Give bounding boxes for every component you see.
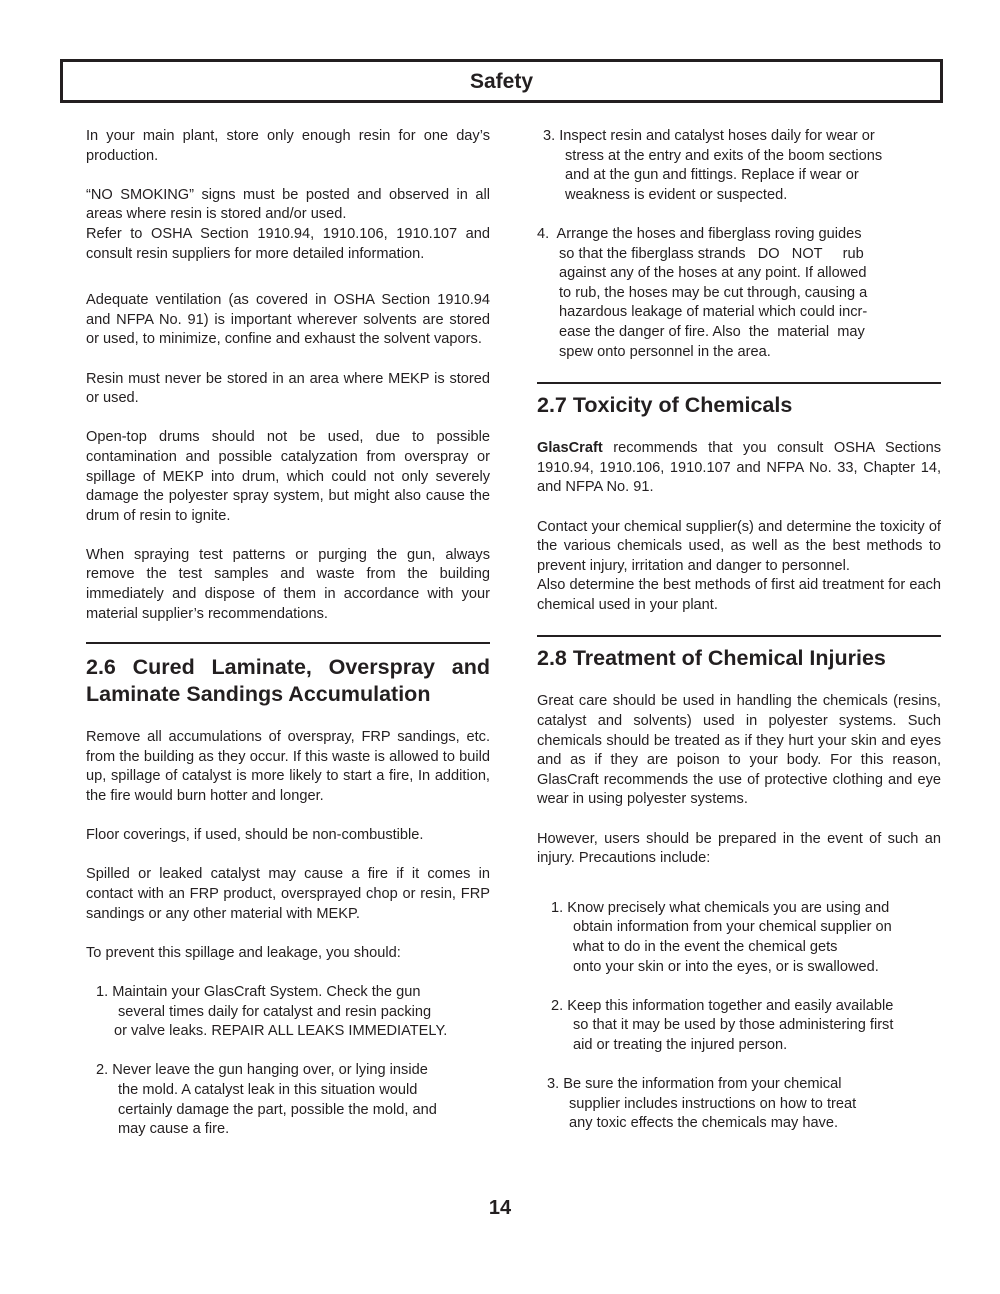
paragraph-spilled-catalyst: Spilled or leaked catalyst may cause a fire if it comes in contact with an FRP product, oversprayed chop or resin, FRP sandings or any other material with MEKP. xyxy=(86,866,490,922)
paragraph-prevent-spillage: To prevent this spillage and leakage, you should: xyxy=(86,944,401,961)
paragraph-osha-refer: Refer to OSHA Section 1910.94, 1910.106, 1910.107 and consult resin suppliers for more detailed information. xyxy=(86,225,490,262)
brand-name: GlasCraft xyxy=(537,440,603,457)
paragraph-remove-accumulations: Remove all accumulations of overspray, FRP sandings, etc. from the building as they occur. If this waste is allowed to build up, spillage of catalyst is more likely to start a fire, In addition, the fire would burn hotter and longer. xyxy=(86,729,490,805)
list-item: 1. Maintain your GlasCraft System. Check the gun several times daily for catalyst and resin packing or valve leaks. REPAIR ALL LEAKS IMMEDIATELY. xyxy=(96,983,448,1040)
section-heading-2-7: 2.7 Toxicity of Chemicals xyxy=(537,393,793,418)
list-item: 4. Arrange the hoses and fiberglass roving guides so that the fiberglass strands DO NOT rub against any of the hoses at any point. If allowed to rub, the hoses may be cut through, causing a hazardous leakage of material which could incr- ease the danger of fire. Also the material may spew onto personnel in the area. xyxy=(537,225,868,360)
right-column xyxy=(537,127,941,1134)
list-item: 2. Keep this information together and easily available so that it may be used by those administering first aid or treating the injured person. xyxy=(551,997,894,1053)
section-header-box xyxy=(60,59,943,103)
list-item: 3. Be sure the information from your chemical supplier includes instructions on how to treat any toxic effects the chemicals may have. xyxy=(547,1076,857,1132)
section-heading-2-6 xyxy=(86,654,490,708)
paragraph-precautions: However, users should be prepared in the event of such an injury. Precautions include: xyxy=(537,830,941,867)
paragraph-great-care: Great care should be used in handling the chemicals (resins, catalyst and solvents) used in polyester systems. Such chemicals should be treated as if they hurt your skin and eyes and as if they are poison to your body. For this reason, GlasCraft recommends the use of protective clothing and eye wear in using polyester systems. xyxy=(537,693,941,808)
paragraph-no-smoking: “NO SMOKING” signs must be posted and observed in all areas where resin is stored and/or used. xyxy=(86,186,490,223)
paragraph-open-top-drums: Open-top drums should not be used, due to possible contamination and possible catalyzation from overspray or spillage of MEKP into drum, which could not only severely damage the polyester spray system, but might also cause the drum of resin to ignite. xyxy=(86,429,490,524)
paragraph-floor-coverings: Floor coverings, if used, should be non-combustible. xyxy=(86,827,424,844)
paragraph-first-aid: Also determine the best methods of first aid treatment for each chemical used in your plant. xyxy=(537,577,941,613)
paragraph-resin-storage: In your main plant, store only enough resin for one day’s production. xyxy=(86,128,490,164)
paragraph-ventilation: Adequate ventilation (as covered in OSHA Section 1910.94 and NFPA No. 91) is important wherever solvents are stored or used, to minimize, confine and exhaust the solvent vapors. xyxy=(86,292,490,348)
paragraph-test-patterns: When spraying test patterns or purging the gun, always remove the test samples and waste from the building immediately and dispose of them in accordance with your material supplier’s recommendations. xyxy=(86,546,490,622)
list-item: 2. Never leave the gun hanging over, or lying inside the mold. A catalyst leak in this situation would certainly damage the part, possible the mold, and may cause a fire. xyxy=(96,1062,437,1138)
left-column xyxy=(86,127,490,1140)
page-title: Safety xyxy=(469,70,534,93)
list-item: 3. Inspect resin and catalyst hoses daily for wear or stress at the entry and exits of the boom sections and at the gun and fittings. Replace if wear or weakness is evident or suspected. xyxy=(543,128,883,203)
paragraph-mekp-storage: Resin must never be stored in an area where MEKP is stored or used. xyxy=(86,370,490,407)
section-heading-2-8: 2.8 Treatment of Chemical Injuries xyxy=(537,646,886,671)
section-heading-2-6-line1: 2.6 Cured Laminate, Overspray and xyxy=(86,655,490,680)
list-item: 1. Know precisely what chemicals you are using and obtain information from your chemical supplier on what to do in the event the chemical gets onto your skin or into the eyes, or is swallowed. xyxy=(551,899,892,975)
page-number: 14 xyxy=(488,1197,512,1219)
section-heading-2-6-line2: Laminate Sandings Accumulation xyxy=(86,682,431,707)
paragraph-glascraft-recommends: GlasCraft recommends that you consult OSHA Sections 1910.94, 1910.106, 1910.107 and NFPA No. 33, Chapter 14, and NFPA No. 91. xyxy=(537,440,941,496)
paragraph-contact-supplier: Contact your chemical supplier(s) and determine the toxicity of the various chemicals used, as well as the best methods to prevent injury, irritation and danger to personnel. xyxy=(537,518,941,574)
